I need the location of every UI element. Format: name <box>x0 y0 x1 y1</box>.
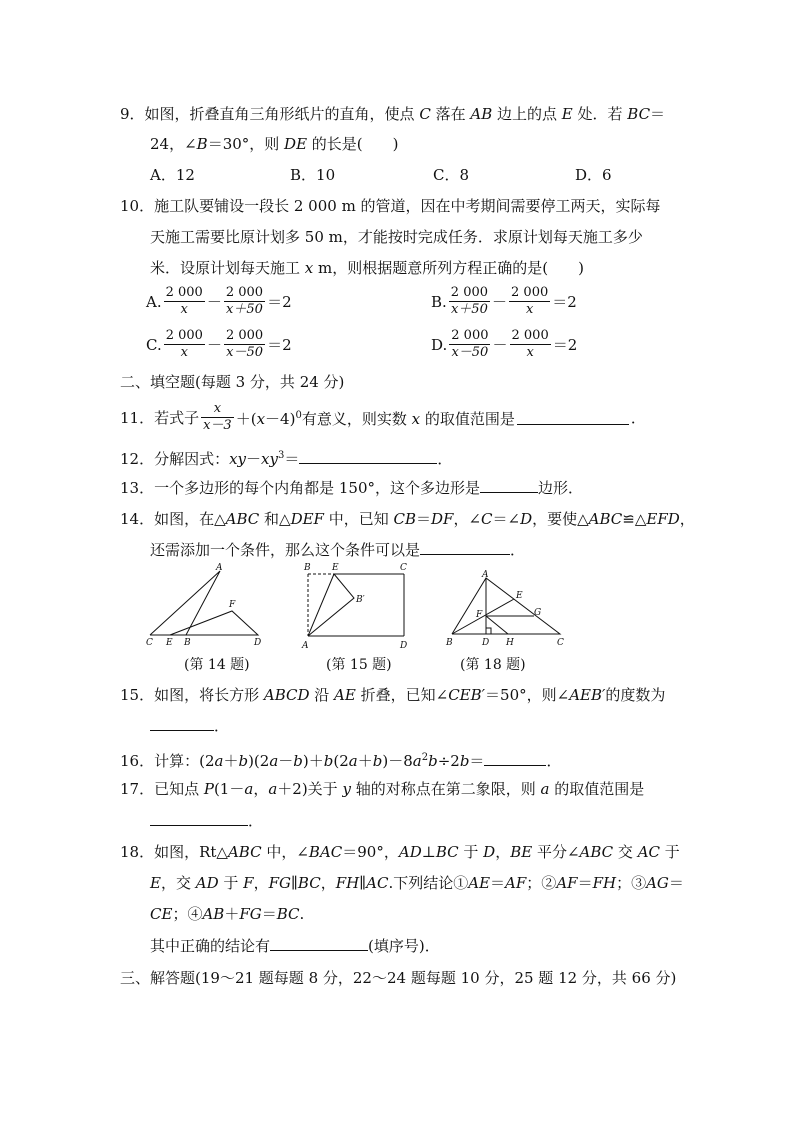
fig14-label-d: D <box>254 638 262 648</box>
q10-line3: 米．设原计划每天施工 x m，则根据题意所列方程正确的是( ) <box>150 259 584 277</box>
fig18-line-fh <box>486 616 508 634</box>
fig15-label-c: C <box>400 563 407 573</box>
q10-option-b: B. $\frac{2 000}{x+50}$ － $\frac{2 000}{x}$ ＝2 <box>431 285 577 317</box>
q18-line2: E，交 AD 于 F，FG∥BC，FH∥AC.下列结论①AE＝AF；②AF＝FH；③AG＝ <box>150 874 684 892</box>
q15-line1: 15．如图，将长方形 ABCD 沿 AE 折叠，已知∠CEB′＝50°，则∠AEB′的度数为 <box>120 686 666 704</box>
q15-answer-blank[interactable] <box>150 716 214 731</box>
fig14-caption: (第 14 题) <box>184 657 250 673</box>
q10-option-c: C. $\frac{2 000}{x}$ － $\frac{2 000}{x-50}$ ＝2 <box>146 328 292 360</box>
q18-line1: 18．如图，Rt△ABC 中，∠BAC＝90°，AD⊥BC 于 D，BE 平分∠ABC 交 AC 于 <box>120 843 680 861</box>
q9-option-d: D．6 <box>575 166 612 184</box>
fig15-label-b-prime: B′ <box>356 595 365 605</box>
q9-option-c: C．8 <box>433 166 470 184</box>
q14-line1: 14．如图，在△ABC 和△DEF 中，已知 CB＝DF，∠C＝∠D，要使△ABC≌△EFD， <box>120 510 695 528</box>
figure-15 <box>298 560 418 652</box>
q17-answer-blank[interactable] <box>150 811 248 826</box>
q9-option-a: A．12 <box>150 166 195 184</box>
fig15-label-a: A <box>302 641 309 651</box>
q10-option-d: D. $\frac{2 000}{x-50}$ － $\frac{2 000}{x}$ ＝2 <box>431 328 578 360</box>
q16-answer-blank[interactable] <box>484 751 546 766</box>
q10-line1: 10．施工队要铺设一段长 2 000 m 的管道，因在中考期间需要停工两天，实际每 <box>120 197 661 215</box>
section-2-heading: 二、填空题(每题 3 分，共 24 分) <box>120 373 345 391</box>
fig14-label-b: B <box>184 638 191 648</box>
section-3-heading: 三、解答题(19～21 题每题 8 分，22～24 题每题 10 分，25 题 12 分，共 66 分) <box>120 969 677 987</box>
q9-line2: 24，∠B＝30°，则 DE 的长是( ) <box>150 135 399 153</box>
figure-14 <box>140 563 270 651</box>
fig18-label-b: B <box>446 638 453 648</box>
fig14-label-f: F <box>229 600 236 610</box>
q14-line2: 还需添加一个条件，那么这个条件可以是 ． <box>150 541 526 559</box>
q18-answer-blank[interactable] <box>270 936 368 951</box>
q9-option-b: B．10 <box>290 166 336 184</box>
fig14-label-c: C <box>146 638 153 648</box>
q16-line: 16．计算：$(2a+b)(2a-b)+b(2a+b)-8a^2b\div 2b=$ ． <box>120 752 562 770</box>
fig18-right-angle <box>486 628 491 634</box>
figure-18 <box>444 568 570 652</box>
q13-line: 13．一个多边形的每个内角都是 150°，这个多边形是 边形． <box>120 479 584 497</box>
fig18-label-a: A <box>482 570 489 580</box>
fig15-label-e: E <box>332 563 339 573</box>
q18-line3: CE；④AB＋FG＝BC. <box>150 905 305 923</box>
q10-option-a: A. $\frac{2 000}{x}$ － $\frac{2 000}{x+50}$ ＝2 <box>146 285 292 317</box>
q11-answer-blank[interactable] <box>517 410 629 425</box>
fig18-label-g: G <box>534 608 542 618</box>
q12-line: 12．分解因式：$xy-xy^3=$ ． <box>120 450 453 468</box>
q10-line2: 天施工需要比原计划多 50 m，才能按时完成任务．求原计划每天施工多少 <box>150 228 643 246</box>
q11-line: 11．若式子 $\frac{x}{x-3}$ $+(x-4)^0$有意义，则实数 x 的取值范围是 ． <box>120 401 646 433</box>
fig15-fold-ae <box>308 574 334 636</box>
q13-answer-blank[interactable] <box>480 478 538 493</box>
q14-answer-blank[interactable] <box>420 540 510 555</box>
q9-line1: 9．如图，折叠直角三角形纸片的直角，使点 C 落在 AB 边上的点 E 处．若 BC＝ <box>120 105 666 123</box>
q17-line1: 17．已知点 P(1－a，a＋2)关于 y 轴的对称点在第二象限，则 a 的取值范围是 <box>120 780 645 798</box>
q17-line2: ． <box>150 811 263 831</box>
fig15-label-b: B <box>304 563 311 573</box>
fig14-label-a: A <box>216 563 223 573</box>
q12-answer-blank[interactable] <box>299 449 437 464</box>
fig14-label-e: E <box>166 638 173 648</box>
fig15-folded-triangle <box>308 574 354 636</box>
fig15-caption: (第 15 题) <box>326 657 392 673</box>
q15-line2: ． <box>150 716 229 736</box>
fig14-triangle-abc <box>150 571 220 635</box>
fig18-label-h: H <box>506 638 514 648</box>
fig18-label-c: C <box>557 638 564 648</box>
fig15-label-d: D <box>400 641 408 651</box>
fig18-label-d: D <box>482 638 490 648</box>
fig18-triangle-abc <box>452 578 560 634</box>
fig18-label-f: F <box>476 610 483 620</box>
q18-line4: 其中正确的结论有 (填序号)． <box>150 937 440 955</box>
fig18-label-e: E <box>516 591 523 601</box>
fig14-triangle-def <box>170 611 258 635</box>
fig18-caption: (第 18 题) <box>460 657 526 673</box>
